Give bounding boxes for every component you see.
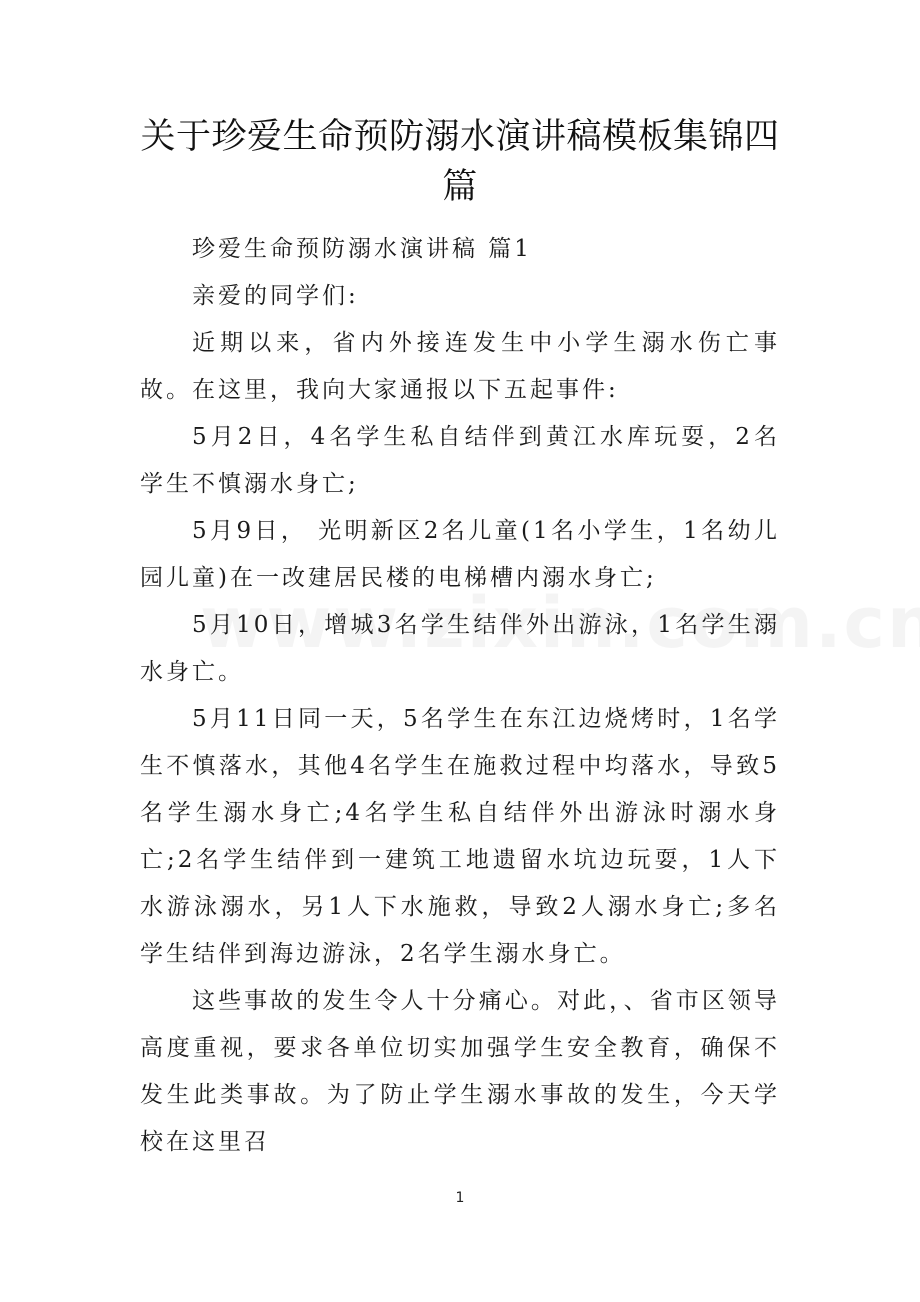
body-paragraph: 5月2日，4名学生私自结伴到黄江水库玩耍，2名学生不慎溺水身亡; <box>140 424 780 497</box>
document-title: 关于珍爱生命预防溺水演讲稿模板集锦四篇 <box>140 117 780 207</box>
body-paragraph: 5月11日同一天，5名学生在东江边烧烤时，1名学生不慎落水，其他4名学生在施救过程中均落水，导致5名学生溺水身亡;4名学生私自结伴外出游泳时溺水身亡;2名学生结伴到一建筑工地遗留水坑边玩耍，1人下水游泳溺水，另1人下水施救，导致2人溺水身亡;多名学生结伴到海边游泳，2名学生溺水身亡。 <box>140 706 780 967</box>
section-heading: 珍爱生命预防溺水演讲稿 篇1 <box>192 236 532 262</box>
body-paragraph: 近期以来，省内外接连发生中小学生溺水伤亡事故。在这里，我向大家通报以下五起事件: <box>140 330 780 403</box>
salutation: 亲爱的同学们: <box>192 283 359 309</box>
body-paragraph: 5月10日，增城3名学生结伴外出游泳，1名学生溺水身亡。 <box>140 612 780 685</box>
document-body <box>140 226 780 1166</box>
page-number: 1 <box>455 1190 465 1206</box>
body-paragraph: 这些事故的发生令人十分痛心。对此，、省市区领导高度重视，要求各单位切实加强学生安全教育，确保不发生此类事故。为了防止学生溺水事故的发生，今天学校在这里召 <box>140 988 780 1155</box>
body-paragraph: 5月9日， 光明新区2名儿童(1名小学生，1名幼儿园儿童)在一改建居民楼的电梯槽内溺水身亡; <box>140 518 780 591</box>
